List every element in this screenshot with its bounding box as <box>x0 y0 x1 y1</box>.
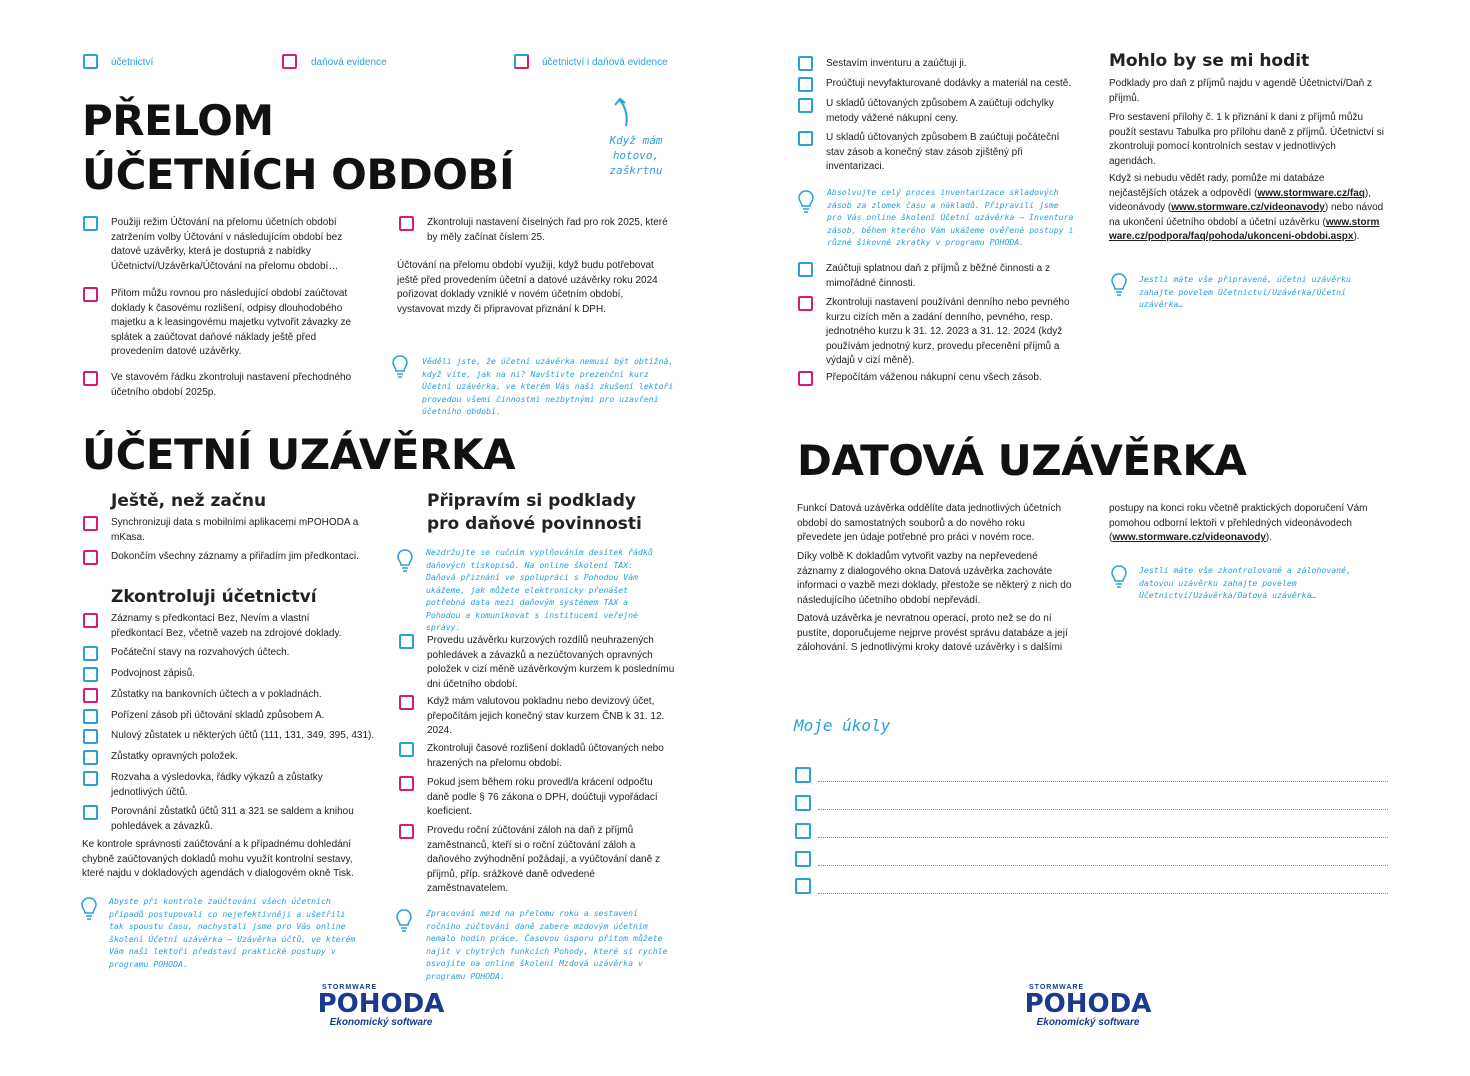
pohoda-logo <box>316 984 446 1028</box>
logo-stormware: STORMWARE <box>322 984 378 991</box>
checkbox[interactable] <box>399 742 414 757</box>
tip-text: Věděli jste, že účetní uzávěrka nemusí být obtížná, když víte, jak na ni? Navštivte prezenční kurz Účetní uzávěrka, ve kterém Vás naši zkušení lektoři provedou všemi činnostmi nezbytnými pro uzavření účetního období. <box>422 356 674 416</box>
paragraph: Díky volbě K dokladům vytvořit vazby na nepřevedené záznamy z dialogového okna Datová uzávěrka zachováte informaci o vazbě mezi doklady, přestože se některý z nich do následujícího účetního období nepřevádí. <box>797 551 1072 606</box>
note-done: Když mám hotovo, zaškrtnu <box>609 134 663 177</box>
lightbulb-icon <box>80 896 98 922</box>
task-checkbox[interactable] <box>795 795 811 811</box>
tip-text: Absolvujte celý proces inventarizace skladových zásob za zlomek času a nákladů. Připravili jsme pro Vás online školení Účetní uzávěrka – Inventura zásob, během kterého Vám ukážeme ověřené postupy i různé šikovné zkratky v programu POHODA. <box>827 187 1074 247</box>
list-item: Ve stavovém řádku zkontroluji nastavení přechodného účetního období 2025p. <box>111 372 352 398</box>
heading-useful: Mohlo by se mi hodit <box>1109 51 1310 71</box>
arrow-up-icon <box>612 96 636 128</box>
task-line[interactable] <box>818 808 1388 810</box>
logo-subtitle: Ekonomický software <box>1036 1017 1140 1028</box>
list-item: Dokončím všechny záznamy a přiřadím jim předkontaci. <box>111 551 359 562</box>
checkbox[interactable] <box>83 287 98 302</box>
checkbox[interactable] <box>83 516 98 531</box>
paragraph: Ke kontrole správnosti zaúčtování a k případnému dohledání chybně zaúčtovaných dokladů mohu využít kontrolní sestavy, které najdu v dokladových agendách v dialogovém okně Tisk. <box>82 839 354 879</box>
list-item: Synchronizuji data s mobilními aplikacemi mPOHODA a mKasa. <box>111 517 359 543</box>
task-line[interactable] <box>818 892 1388 894</box>
list-item: Zůstatky na bankovních účtech a v pokladnách. <box>111 689 322 700</box>
task-line[interactable] <box>818 780 1388 782</box>
checkbox[interactable] <box>399 695 414 710</box>
title-ucetni-uzaverka: ÚČETNÍ UZÁVĚRKA <box>82 430 515 479</box>
checkbox[interactable] <box>399 634 414 649</box>
checkbox[interactable] <box>798 77 813 92</box>
list-item: Zkontroluji časové rozlišení dokladů účtovaných nebo hrazených na přelomu období. <box>427 743 664 769</box>
list-item: U skladů účtovaných způsobem A zaúčtuji odchylky metody vážené nákupní ceny. <box>826 98 1054 124</box>
checkbox[interactable] <box>399 216 414 231</box>
lightbulb-icon <box>395 908 413 934</box>
heading-tax-prep-1: Připravím si podklady <box>427 491 636 511</box>
paragraph: Funkcí Datová uzávěrka oddělíte data jednotlivých účetních období do samostatných souborů a do nového roku převedete jen údaje potřebné pro práci v novém roce. <box>797 503 1062 543</box>
paragraph: Účtování na přelomu období využiji, když budu potřebovat ještě před provedením účetní a datové uzávěrky roku 2024 pořizovat doklady vzniklé v novém účetním období, vystavovat mzdy či připravovat přiznání k DPH. <box>397 260 658 315</box>
logo-pohoda: POHODA <box>317 989 445 1019</box>
task-checkbox[interactable] <box>795 823 811 839</box>
text: Když si nebudu vědět rady, pomůže mi databáze nejčastějších otázek a odpovědí ( <box>1109 173 1325 199</box>
list-item: Nulový zůstatek u některých účtů (111, 131, 349, 395, 431). <box>111 730 375 741</box>
list-item: Podvojnost zápisů. <box>111 668 195 679</box>
list-item: Pořízení zásob při účtování skladů způsobem A. <box>111 710 325 721</box>
paragraph: Pro sestavení přílohy č. 1 k přiznání k dani z příjmů můžu použít sestavu Tabulka pro přílohu daně z příjmů. Účetnictví si zkontroluji pomocí kontrolních sestav v jednotlivých agendách. <box>1109 112 1384 167</box>
list-item: Počáteční stavy na rozvahových účtech. <box>111 647 290 658</box>
legend-both: účetnictví i daňová evidence <box>542 57 668 68</box>
list-item: Použiji režim Účtování na přelomu účetních období zatržením volby Účtování v následujícím období bez datové uzávěrky, která je dostupná z nabídky Účetnictví/Uzávěrka/Účtování na přelomu období… <box>111 217 343 272</box>
lightbulb-icon <box>1110 272 1128 298</box>
list-item: Zůstatky opravných položek. <box>111 751 238 762</box>
list-item: Zkontroluji nastavení používání denního nebo pevného kurzu cizích měn a zadání denního, pevného, resp. jednotného kurzu k 31. 12. 2023 a 31. 12. 2024 (když používám jednotný kurz, provedu přecenění příjmů a výdajů v cizí měně). <box>826 297 1070 366</box>
list-item: Provedu roční zúčtování záloh na daň z příjmů zaměstnanců, kteří si o roční zúčtování záloh a daňového zvýhodnění požádají, a vyúčtování daně z příjmů, příp. srážkové daně odvedené zaměstnavatelem. <box>427 825 660 894</box>
legend-checkbox-tax <box>282 54 297 69</box>
title-prelom: PŘELOM <box>82 96 274 145</box>
text: ), videonávody ( <box>1109 187 1371 213</box>
tip-text: Zpracování mezd na přelomu roku a sestavení ročního zúčtování daně zabere mzdovým účetním nemalo hodin práce. Časovou úsporu přitom můžete najít v chytrých funkcích Pohody, které si rychle osvojíte na online školení Mzdová uzávěrka v programu POHODA. <box>426 908 668 981</box>
paragraph-links <box>1109 172 1384 245</box>
paragraph-links <box>1109 502 1384 546</box>
lightbulb-icon <box>1110 564 1128 590</box>
checkbox[interactable] <box>83 750 98 765</box>
list-item: Přitom můžu rovnou pro následující období zaúčtovat doklady k časovému rozlišení, odpisy dlouhodobého majetku a k leasingovému majetku vytvořit závazky ze splátek a zaúčtovat daňové náklady ještě před provedením datové uzávěrky. <box>111 288 352 357</box>
legend-checkbox-both <box>514 54 529 69</box>
link-videonavody[interactable]: www.stormware.cz/videonavody <box>1171 202 1325 213</box>
checkbox[interactable] <box>83 729 98 744</box>
title-datova-uzaverka: DATOVÁ UZÁVĚRKA <box>797 436 1247 485</box>
checkbox[interactable] <box>83 371 98 386</box>
list-item: Pokud jsem během roku provedl/a krácení odpočtu daně podle § 76 zákona o DPH, doúčtuji vypořádací koeficient. <box>427 777 658 817</box>
list-item: Záznamy s předkontací Bez, Nevím a vlastní předkontací Bez, včetně vazeb na zdrojové doklady. <box>111 613 342 639</box>
heading-check-accounting: Zkontroluji účetnictví <box>111 587 317 607</box>
text: postupy na konci roku včetně praktických doporučení Vám pomohou odborní lektoři v přehledných videonávodech ( <box>1109 503 1368 543</box>
list-item: Zkontroluji nastavení číselných řad pro rok 2025, které by měly začínat číslem 25. <box>427 217 668 243</box>
list-item: Zaúčtuji splatnou daň z příjmů z běžné činnosti a z mimořádné činnosti. <box>826 263 1051 289</box>
checkbox[interactable] <box>83 550 98 565</box>
logo-subtitle: Ekonomický software <box>329 1017 433 1028</box>
lightbulb-icon <box>396 548 414 574</box>
list-item: Když mám valutovou pokladnu nebo devizový účet, přepočítám jejich konečný stav kurzem ČNB k 31. 12. 2024. <box>427 696 665 736</box>
task-checkbox[interactable] <box>795 851 811 867</box>
logo-pohoda: POHODA <box>1024 989 1152 1019</box>
list-item: Provedu uzávěrku kurzových rozdílů neuhrazených pohledávek a závazků a nezúčtovaných opravných položek v cizí měně uzávěrkovým kurzem k poslednímu dni účetního období. <box>427 635 675 690</box>
lightbulb-icon <box>391 354 409 380</box>
checkbox[interactable] <box>83 216 98 231</box>
paragraph: Podklady pro daň z příjmů najdu v agendě Účetnictví/Daň z příjmů. <box>1109 78 1372 104</box>
checkbox[interactable] <box>399 824 414 839</box>
checkbox[interactable] <box>798 371 813 386</box>
checkbox[interactable] <box>83 688 98 703</box>
legend-accounting: účetnictví <box>111 57 154 68</box>
tip-text: Jestli máte vše zkontrolované a zálohované, datovou uzávěrku zahajte povelem Účetnictví/Uzávěrka/Datová uzávěrka… <box>1139 565 1351 600</box>
checkbox[interactable] <box>83 805 98 820</box>
checkbox[interactable] <box>798 262 813 277</box>
link-videonavody[interactable]: www.stormware.cz/videonavody <box>1112 532 1266 543</box>
checkbox[interactable] <box>83 771 98 786</box>
tip-text: Abyste při kontrole zaúčtování všech účetních případů postupovali co nejefektivněji a ušetřili tak spoustu času, nachystali jsme pro Vás online školení Účetní uzávěrka – Uzávěrka účtů, ve kterém Vám naši lektoři představí praktické postupy v programu POHODA. <box>109 896 356 969</box>
title-ucetnich-obdobi: ÚČETNÍCH OBDOBÍ <box>82 150 515 199</box>
text: ). <box>1353 231 1360 242</box>
task-line[interactable] <box>818 864 1388 866</box>
my-tasks-heading: Moje úkoly <box>794 716 891 735</box>
text: ) nebo návod na ukončení účetního období a účetní uzávěrku ( <box>1109 202 1384 228</box>
list-item: Proúčtuji nevyfakturované dodávky a materiál na cestě. <box>826 78 1072 89</box>
logo-stormware: STORMWARE <box>1029 984 1085 991</box>
task-line[interactable] <box>818 836 1388 838</box>
tip-text: Nezdržujte se ručním vyplňováním desítek řádků daňových tiskopisů. Na online školení TAX: Daňová přiznání ve spolupráci s Pohodou Vám ukážeme, jak můžete elektronicky přenášet potřebná data mezi daňovým systémem TAX a Pohodou a komunikovat s institucemi veřejné správy. <box>426 547 653 632</box>
legend-tax: daňová evidence <box>311 57 387 68</box>
list-item: Porovnání zůstatků účtů 311 a 321 se saldem a knihou pohledávek a závazků. <box>111 806 354 832</box>
link-ukonceni-obdobi[interactable]: www.stormware.cz/podpora/faq/pohoda/ukonceni-obdobi.aspx <box>1109 216 1380 242</box>
list-item: Rozvaha a výsledovka, řádky výkazů a zůstatky jednotlivých účtů. <box>111 772 323 798</box>
checkbox[interactable] <box>83 613 98 628</box>
checkbox[interactable] <box>83 709 98 724</box>
task-checkbox[interactable] <box>795 878 811 894</box>
checkbox[interactable] <box>798 296 813 311</box>
checkbox[interactable] <box>798 131 813 146</box>
link-faq[interactable]: www.stormware.cz/faq <box>1257 187 1365 199</box>
task-checkbox[interactable] <box>795 767 811 783</box>
checkbox[interactable] <box>83 646 98 661</box>
list-item: U skladů účtovaných způsobem B zaúčtuji počáteční stav zásob a konečný stav zásob zjištěný při inventarizaci. <box>826 132 1060 172</box>
list-item: Sestavím inventuru a zaúčtuji ji. <box>826 58 967 69</box>
checkbox[interactable] <box>798 56 813 71</box>
pohoda-logo <box>1023 984 1153 1028</box>
legend-checkbox-accounting <box>83 54 98 69</box>
checkbox[interactable] <box>83 667 98 682</box>
paragraph: Datová uzávěrka je nevratnou operací, proto než se do ní pustíte, doporučujeme nejprve provést správu databáze a její zálohování. S jednotlivými kroky datové uzávěrky i s dalšími <box>797 613 1068 653</box>
text: ). <box>1265 532 1273 543</box>
heading-before-start: Ještě, než začnu <box>111 491 267 511</box>
checkbox[interactable] <box>399 776 414 791</box>
lightbulb-icon <box>797 189 815 215</box>
tip-text: Jestli máte vše připravené, účetní uzávěrku zahajte povelem Účetnictví/Uzávěrka/Účetní uzávěrka… <box>1139 274 1351 309</box>
heading-tax-prep-2: pro daňové povinnosti <box>427 514 642 534</box>
checkbox[interactable] <box>798 98 813 113</box>
list-item: Přepočítám váženou nákupní cenu všech zásob. <box>826 372 1042 383</box>
